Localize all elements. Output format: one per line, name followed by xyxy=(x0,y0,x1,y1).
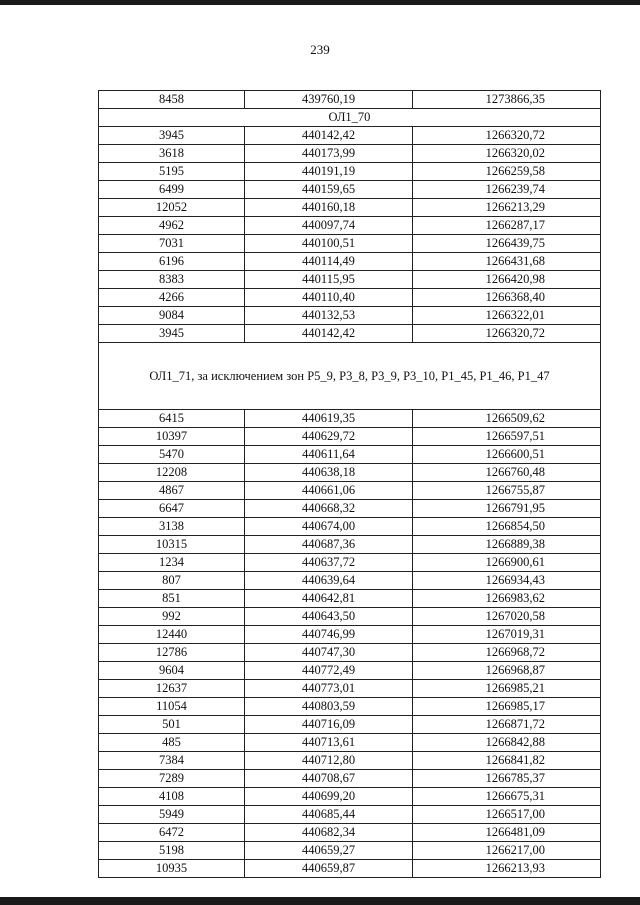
table-row xyxy=(99,482,601,500)
table-row xyxy=(99,271,601,289)
x-coordinate-cell: 440746,99 xyxy=(245,626,413,644)
x-coordinate-cell: 440659,27 xyxy=(245,842,413,860)
y-coordinate-cell: 1266985,17 xyxy=(413,698,601,716)
y-coordinate-cell: 1266517,00 xyxy=(413,806,601,824)
y-coordinate-cell: 1266322,01 xyxy=(413,307,601,325)
x-coordinate-cell: 440661,06 xyxy=(245,482,413,500)
y-coordinate-cell: 1267020,58 xyxy=(413,608,601,626)
x-coordinate-cell: 440668,32 xyxy=(245,500,413,518)
y-coordinate-cell: 1266481,09 xyxy=(413,824,601,842)
table-row xyxy=(99,662,601,680)
x-coordinate-cell: 440773,01 xyxy=(245,680,413,698)
y-coordinate-cell: 1266320,72 xyxy=(413,325,601,343)
table-row xyxy=(99,235,601,253)
table-row xyxy=(99,716,601,734)
x-coordinate-cell: 440699,20 xyxy=(245,788,413,806)
point-number-cell: 6415 xyxy=(99,410,245,428)
table-row xyxy=(99,217,601,235)
y-coordinate-cell: 1266791,95 xyxy=(413,500,601,518)
y-coordinate-cell: 1266785,37 xyxy=(413,770,601,788)
y-coordinate-cell: 1266439,75 xyxy=(413,235,601,253)
y-coordinate-cell: 1266420,98 xyxy=(413,271,601,289)
y-coordinate-cell: 1273866,35 xyxy=(413,91,601,109)
y-coordinate-cell: 1266600,51 xyxy=(413,446,601,464)
x-coordinate-cell: 440611,64 xyxy=(245,446,413,464)
point-number-cell: 5195 xyxy=(99,163,245,181)
point-number-cell: 6196 xyxy=(99,253,245,271)
point-number-cell: 851 xyxy=(99,590,245,608)
y-coordinate-cell: 1266854,50 xyxy=(413,518,601,536)
point-number-cell: 12440 xyxy=(99,626,245,644)
section-title: ОЛ1_71, за исключением зон Р5_9, Р3_8, Р3_9, Р3_10, Р1_45, Р1_46, Р1_47 xyxy=(99,343,601,410)
point-number-cell: 6647 xyxy=(99,500,245,518)
section-header-row xyxy=(99,343,601,410)
x-coordinate-cell: 440160,18 xyxy=(245,199,413,217)
y-coordinate-cell: 1266675,31 xyxy=(413,788,601,806)
table-row xyxy=(99,464,601,482)
y-coordinate-cell: 1266841,82 xyxy=(413,752,601,770)
x-coordinate-cell: 440114,49 xyxy=(245,253,413,271)
table-row xyxy=(99,788,601,806)
x-coordinate-cell: 440100,51 xyxy=(245,235,413,253)
coordinates-table xyxy=(98,90,601,878)
table-row xyxy=(99,752,601,770)
point-number-cell: 9604 xyxy=(99,662,245,680)
table-row xyxy=(99,307,601,325)
table-row xyxy=(99,698,601,716)
table-row xyxy=(99,842,601,860)
table-row xyxy=(99,680,601,698)
point-number-cell: 4266 xyxy=(99,289,245,307)
point-number-cell: 12786 xyxy=(99,644,245,662)
table-row xyxy=(99,145,601,163)
point-number-cell: 4108 xyxy=(99,788,245,806)
x-coordinate-cell: 440685,44 xyxy=(245,806,413,824)
scan-top-edge xyxy=(0,0,640,5)
x-coordinate-cell: 440132,53 xyxy=(245,307,413,325)
point-number-cell: 11054 xyxy=(99,698,245,716)
y-coordinate-cell: 1266368,40 xyxy=(413,289,601,307)
point-number-cell: 7384 xyxy=(99,752,245,770)
point-number-cell: 6472 xyxy=(99,824,245,842)
table-row xyxy=(99,163,601,181)
x-coordinate-cell: 440115,95 xyxy=(245,271,413,289)
y-coordinate-cell: 1266968,72 xyxy=(413,644,601,662)
point-number-cell: 3138 xyxy=(99,518,245,536)
section-header-row xyxy=(99,109,601,127)
point-number-cell: 7289 xyxy=(99,770,245,788)
point-number-cell: 7031 xyxy=(99,235,245,253)
table-row xyxy=(99,770,601,788)
table-row xyxy=(99,500,601,518)
table-row xyxy=(99,518,601,536)
x-coordinate-cell: 440110,40 xyxy=(245,289,413,307)
scan-bottom-edge xyxy=(0,897,640,905)
table-row xyxy=(99,734,601,752)
table-row xyxy=(99,289,601,307)
point-number-cell: 8458 xyxy=(99,91,245,109)
x-coordinate-cell: 440803,59 xyxy=(245,698,413,716)
point-number-cell: 3618 xyxy=(99,145,245,163)
x-coordinate-cell: 440682,34 xyxy=(245,824,413,842)
y-coordinate-cell: 1266760,48 xyxy=(413,464,601,482)
table-row xyxy=(99,446,601,464)
table-row xyxy=(99,253,601,271)
x-coordinate-cell: 440142,42 xyxy=(245,325,413,343)
x-coordinate-cell: 440638,18 xyxy=(245,464,413,482)
x-coordinate-cell: 440643,50 xyxy=(245,608,413,626)
point-number-cell: 5198 xyxy=(99,842,245,860)
y-coordinate-cell: 1267019,31 xyxy=(413,626,601,644)
point-number-cell: 10935 xyxy=(99,860,245,878)
point-number-cell: 9084 xyxy=(99,307,245,325)
section-title: ОЛ1_70 xyxy=(99,109,601,127)
y-coordinate-cell: 1266900,61 xyxy=(413,554,601,572)
page-number: 239 xyxy=(310,42,330,57)
x-coordinate-cell: 440159,65 xyxy=(245,181,413,199)
x-coordinate-cell: 440713,61 xyxy=(245,734,413,752)
point-number-cell: 4867 xyxy=(99,482,245,500)
y-coordinate-cell: 1266213,93 xyxy=(413,860,601,878)
y-coordinate-cell: 1266287,17 xyxy=(413,217,601,235)
table-row xyxy=(99,127,601,145)
x-coordinate-cell: 440097,74 xyxy=(245,217,413,235)
y-coordinate-cell: 1266431,68 xyxy=(413,253,601,271)
x-coordinate-cell: 440687,36 xyxy=(245,536,413,554)
x-coordinate-cell: 440642,81 xyxy=(245,590,413,608)
y-coordinate-cell: 1266217,00 xyxy=(413,842,601,860)
x-coordinate-cell: 440708,67 xyxy=(245,770,413,788)
table-row xyxy=(99,410,601,428)
point-number-cell: 12208 xyxy=(99,464,245,482)
y-coordinate-cell: 1266934,43 xyxy=(413,572,601,590)
point-number-cell: 8383 xyxy=(99,271,245,289)
x-coordinate-cell: 440716,09 xyxy=(245,716,413,734)
point-number-cell: 501 xyxy=(99,716,245,734)
table-row xyxy=(99,824,601,842)
point-number-cell: 10397 xyxy=(99,428,245,446)
table-row xyxy=(99,644,601,662)
y-coordinate-cell: 1266213,29 xyxy=(413,199,601,217)
point-number-cell: 4962 xyxy=(99,217,245,235)
point-number-cell: 5949 xyxy=(99,806,245,824)
x-coordinate-cell: 440639,64 xyxy=(245,572,413,590)
y-coordinate-cell: 1266259,58 xyxy=(413,163,601,181)
y-coordinate-cell: 1266985,21 xyxy=(413,680,601,698)
point-number-cell: 12052 xyxy=(99,199,245,217)
x-coordinate-cell: 440712,80 xyxy=(245,752,413,770)
x-coordinate-cell: 439760,19 xyxy=(245,91,413,109)
y-coordinate-cell: 1266509,62 xyxy=(413,410,601,428)
table-row xyxy=(99,91,601,109)
x-coordinate-cell: 440674,00 xyxy=(245,518,413,536)
y-coordinate-cell: 1266239,74 xyxy=(413,181,601,199)
x-coordinate-cell: 440191,19 xyxy=(245,163,413,181)
point-number-cell: 807 xyxy=(99,572,245,590)
table-row xyxy=(99,325,601,343)
point-number-cell: 992 xyxy=(99,608,245,626)
y-coordinate-cell: 1266842,88 xyxy=(413,734,601,752)
x-coordinate-cell: 440142,42 xyxy=(245,127,413,145)
point-number-cell: 12637 xyxy=(99,680,245,698)
point-number-cell: 485 xyxy=(99,734,245,752)
coordinates-table-body xyxy=(99,91,601,878)
y-coordinate-cell: 1266968,87 xyxy=(413,662,601,680)
x-coordinate-cell: 440619,35 xyxy=(245,410,413,428)
table-row xyxy=(99,608,601,626)
y-coordinate-cell: 1266871,72 xyxy=(413,716,601,734)
table-row xyxy=(99,181,601,199)
table-row xyxy=(99,428,601,446)
x-coordinate-cell: 440747,30 xyxy=(245,644,413,662)
x-coordinate-cell: 440173,99 xyxy=(245,145,413,163)
point-number-cell: 3945 xyxy=(99,325,245,343)
y-coordinate-cell: 1266889,38 xyxy=(413,536,601,554)
table-row xyxy=(99,554,601,572)
table-row xyxy=(99,590,601,608)
table-row xyxy=(99,860,601,878)
y-coordinate-cell: 1266320,72 xyxy=(413,127,601,145)
table-row xyxy=(99,626,601,644)
table-row xyxy=(99,199,601,217)
point-number-cell: 10315 xyxy=(99,536,245,554)
y-coordinate-cell: 1266983,62 xyxy=(413,590,601,608)
x-coordinate-cell: 440659,87 xyxy=(245,860,413,878)
table-row xyxy=(99,572,601,590)
y-coordinate-cell: 1266597,51 xyxy=(413,428,601,446)
point-number-cell: 3945 xyxy=(99,127,245,145)
point-number-cell: 1234 xyxy=(99,554,245,572)
x-coordinate-cell: 440637,72 xyxy=(245,554,413,572)
x-coordinate-cell: 440629,72 xyxy=(245,428,413,446)
table-row xyxy=(99,806,601,824)
y-coordinate-cell: 1266755,87 xyxy=(413,482,601,500)
x-coordinate-cell: 440772,49 xyxy=(245,662,413,680)
y-coordinate-cell: 1266320,02 xyxy=(413,145,601,163)
point-number-cell: 5470 xyxy=(99,446,245,464)
table-row xyxy=(99,536,601,554)
point-number-cell: 6499 xyxy=(99,181,245,199)
